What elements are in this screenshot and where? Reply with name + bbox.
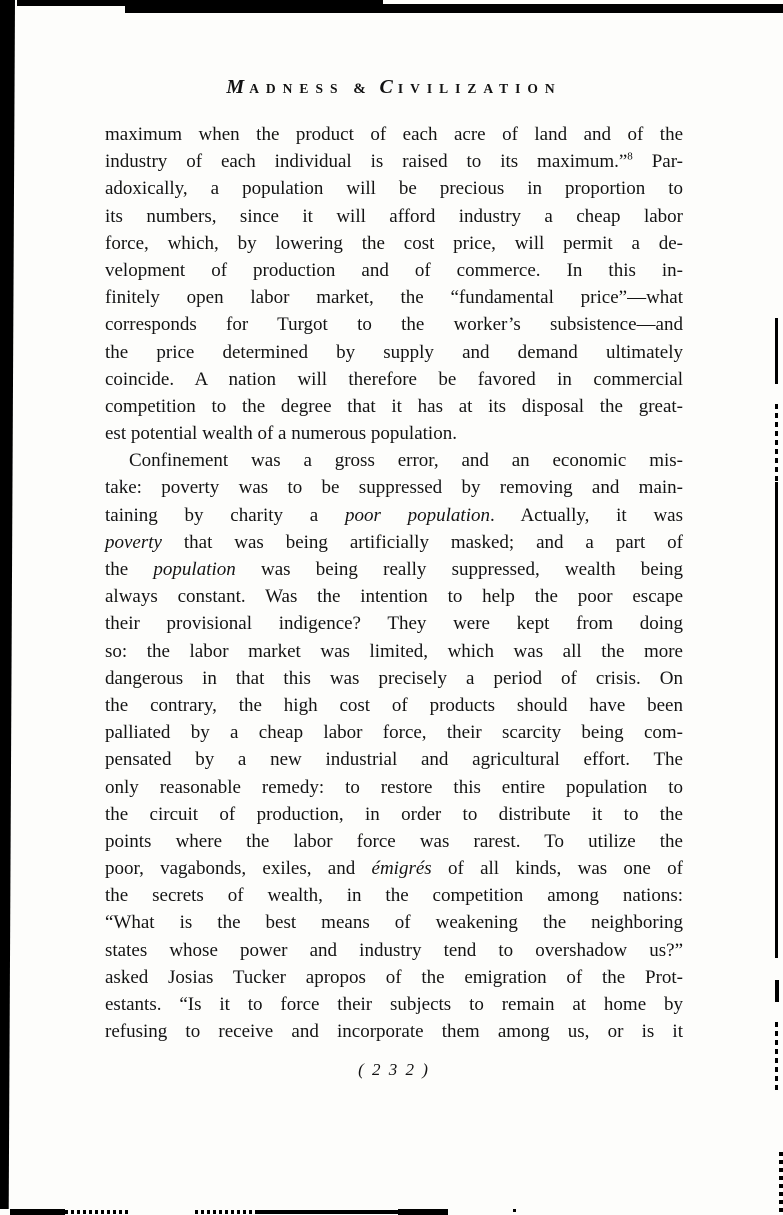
- text-line: [105, 339, 683, 366]
- scan-artifact-bottom-line-dotted: [195, 1210, 258, 1214]
- text-line: [105, 610, 683, 637]
- text-segment: only reasonable remedy: to restore this entire population to: [105, 776, 683, 798]
- italic-text: poverty: [105, 531, 162, 553]
- text-line: [105, 284, 683, 311]
- paragraph: [105, 447, 683, 1045]
- italic-text: population: [153, 559, 236, 580]
- running-head-word: IVILIZATION: [397, 81, 562, 96]
- scan-artifact-right-line: [775, 482, 778, 958]
- scan-artifact-right-line-dashed: [775, 1022, 778, 1090]
- text-segment: corresponds for Turgot to the worker’s subsistence—and: [105, 314, 683, 336]
- text-line: [105, 665, 683, 692]
- text-segment: the: [105, 559, 154, 580]
- running-head-word: ADNESS: [249, 81, 345, 96]
- text-segment: the price determined by supply and demand ultimately: [105, 341, 683, 363]
- text-line: [105, 447, 683, 474]
- text-segment: force, which, by lowering the cost price, will permit a de-: [105, 232, 683, 254]
- scan-artifact-bottom-line: [398, 1209, 448, 1215]
- text-line: [105, 474, 683, 501]
- text-segment: pensated by a new industrial and agricultural effort. The: [105, 749, 683, 771]
- text-line: [105, 774, 683, 801]
- text-line: [105, 719, 683, 746]
- text-segment: its numbers, since it will afford industry a cheap labor: [105, 205, 683, 227]
- text-line: [105, 801, 683, 828]
- text-segment: Confinement was a gross error, and an economic mis-: [129, 450, 683, 472]
- text-segment: points where the labor force was rarest. To utilize the: [105, 830, 683, 852]
- text-segment: velopment of production and of commerce. In this in-: [105, 259, 683, 281]
- text-line: [105, 230, 683, 257]
- text-line: [105, 937, 683, 964]
- ampersand: &: [353, 81, 371, 97]
- scan-artifact-right-line: [775, 318, 778, 384]
- text-segment: always constant. Was the intention to help the poor escape: [105, 586, 683, 608]
- text-line: [105, 311, 683, 338]
- scan-artifact-bottom-line: [258, 1210, 398, 1214]
- text-line: [105, 746, 683, 773]
- text-segment: taining by charity a: [105, 504, 345, 526]
- text-segment: maximum when the product of each acre of land and of the: [105, 124, 683, 145]
- text-line: [105, 882, 683, 909]
- body-text: [105, 121, 683, 1045]
- text-segment: of all kinds, was one of: [431, 858, 683, 880]
- text-segment: competition to the degree that it has at its disposal the great-: [105, 395, 683, 417]
- italic-text: émigrés: [371, 858, 432, 880]
- italic-text: poor population: [344, 504, 490, 526]
- text-segment: industry of each individual is raised to its maximum.”: [105, 151, 628, 173]
- text-segment: Par-: [632, 151, 683, 173]
- text-segment: . Actually, it was: [489, 504, 683, 526]
- text-segment: refusing to receive and incorporate them among us, or is it: [105, 1021, 683, 1043]
- text-line: [105, 529, 683, 556]
- text-line: [105, 556, 683, 583]
- text-segment: estants. “Is it to force their subjects to remain at home by: [105, 994, 683, 1015]
- running-head: [105, 76, 683, 99]
- text-line: [105, 828, 683, 855]
- text-line: [105, 855, 683, 882]
- text-segment: that was being artificially masked; and a part of: [161, 531, 683, 553]
- text-line: [105, 121, 683, 148]
- text-segment: the secrets of wealth, in the competition among nations:: [105, 885, 683, 907]
- text-segment: coincide. A nation will therefore be favored in commercial: [105, 368, 683, 390]
- text-line: [105, 257, 683, 284]
- scan-artifact-right-line-dashed: [775, 404, 778, 484]
- text-segment: the circuit of production, in order to distribute it to the: [105, 803, 683, 825]
- text-segment: poor, vagabonds, exiles, and: [105, 858, 372, 880]
- scan-artifact-top-band: [125, 4, 783, 13]
- text-line: [105, 909, 683, 936]
- scan-artifact-left-bar: [0, 0, 15, 1209]
- scan-artifact-right-line: [775, 980, 779, 1002]
- running-head-initial: C: [379, 76, 398, 98]
- text-line: [105, 583, 683, 610]
- text-line: [105, 393, 683, 420]
- text-line: [105, 420, 683, 447]
- text-segment: states whose power and industry tend to overshadow us?”: [105, 939, 683, 961]
- scan-artifact-bottom-line-dotted: [65, 1210, 130, 1214]
- text-line: [105, 203, 683, 230]
- text-line: [105, 991, 683, 1018]
- text-line: [105, 638, 683, 665]
- text-segment: the contrary, the high cost of products should have been: [105, 694, 683, 716]
- scan-artifact-bottom-line: [10, 1209, 65, 1215]
- text-line: [105, 175, 683, 202]
- page-number: ( 2 3 2 ): [358, 1060, 430, 1079]
- text-line: [105, 366, 683, 393]
- text-segment: est potential wealth of a numerous population.: [105, 423, 457, 445]
- text-line: [105, 964, 683, 991]
- paragraph: [105, 121, 683, 447]
- text-segment: dangerous in that this was precisely a period of crisis. On: [105, 667, 683, 689]
- scan-artifact-right-line-dashed: [779, 1152, 783, 1215]
- text-segment: take: poverty was to be suppressed by removing and main-: [105, 477, 683, 499]
- running-head-initial: M: [226, 76, 250, 98]
- text-segment: so: the labor market was limited, which was all the more: [105, 640, 683, 662]
- text-segment: finitely open labor market, the “fundamental price”—what: [105, 287, 683, 309]
- text-line: [105, 148, 683, 175]
- scan-artifact-speck: [513, 1209, 516, 1212]
- text-line: [105, 1018, 683, 1045]
- text-line: [105, 692, 683, 719]
- text-segment: was being really suppressed, wealth being: [235, 559, 683, 580]
- text-segment: palliated by a cheap labor force, their scarcity being com-: [105, 722, 683, 744]
- text-segment: asked Josias Tucker apropos of the emigration of the Prot-: [105, 966, 683, 988]
- text-segment: “What is the best means of weakening the neighboring: [105, 912, 683, 934]
- text-segment: their provisional indigence? They were kept from doing: [105, 613, 683, 635]
- text-line: [105, 502, 683, 529]
- footnote-reference: 8: [627, 150, 633, 163]
- text-segment: adoxically, a population will be precious in proportion to: [105, 178, 683, 200]
- ampersand: [344, 81, 353, 97]
